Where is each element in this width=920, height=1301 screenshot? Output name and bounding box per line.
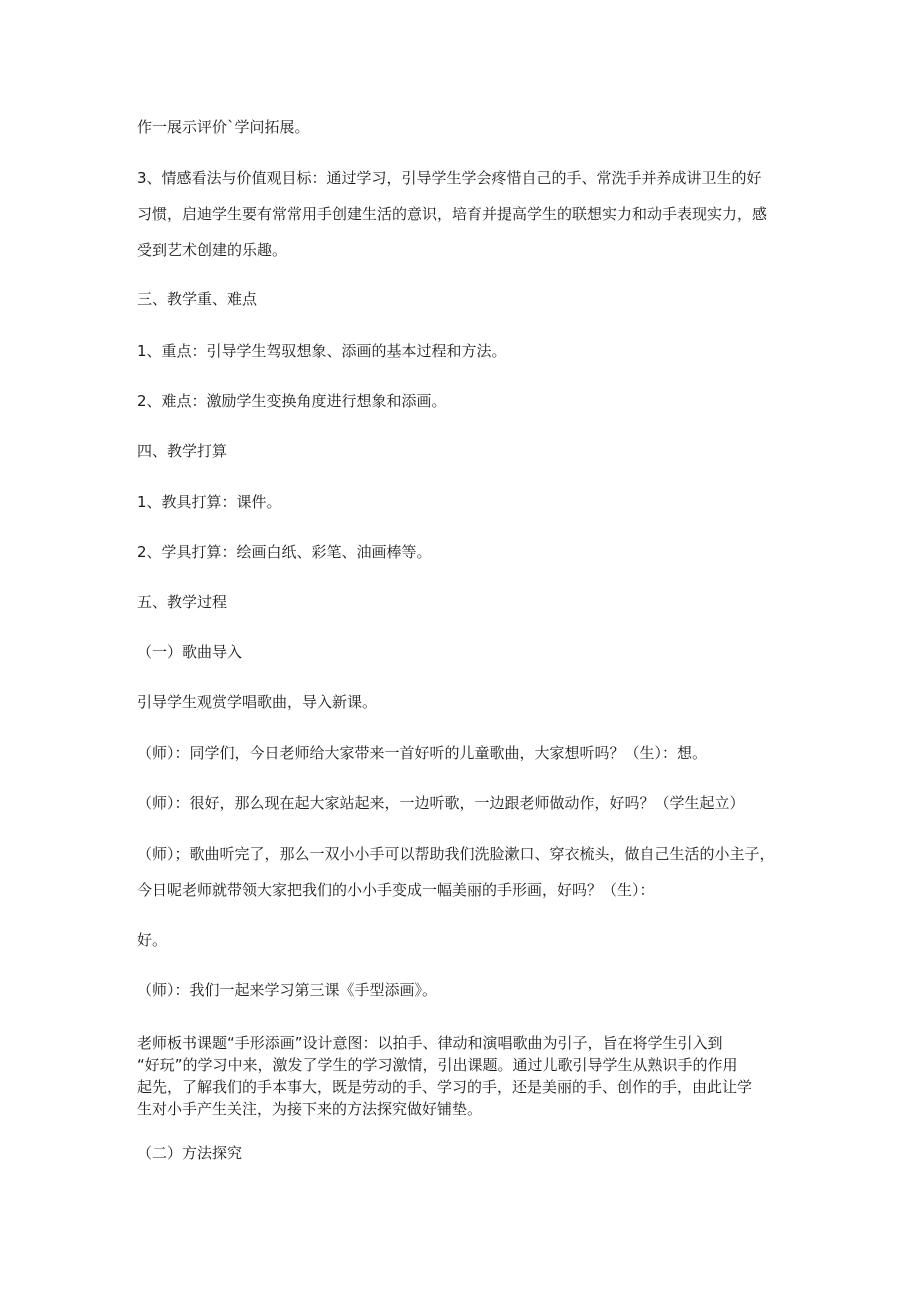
section-heading: 三、教学重、难点 [137, 290, 258, 308]
section-heading: 四、教学打算 [137, 442, 228, 460]
text-line: 受到艺术创建的乐趣。 [137, 241, 288, 259]
text-line: 3、情感看法与价值观目标：通过学习，引导学生学会疼惜自己的手、常洗手并养成讲卫生的好 [137, 169, 762, 187]
text-line: 习惯，启迪学生要有常常用手创建生活的意识，培育并提高学生的联想实力和动手表现实力，感 [137, 205, 768, 223]
dialogue-line: （师）；歌曲听完了，那么一双小小手可以帮助我们洗脸漱口、穿衣梳头，做自己生活的小主子， [137, 845, 775, 863]
dialogue-line: （师）：我们一起来学习第三课《手型添画》。 [137, 981, 438, 999]
text-line: “好玩”的学习中来，激发了学生的学习激情，引出课题。通过儿歌引导学生从熟识手的作用 [137, 1056, 738, 1074]
text-line: 2、学具打算：绘画白纸、彩笔、油画棒等。 [137, 543, 432, 561]
subsection-heading: （一）歌曲导入 [137, 643, 243, 661]
text-line: 起先，了解我们的手本事大，既是劳动的手、学习的手，还是美丽的手、创作的手，由此让学 [137, 1078, 753, 1096]
text-line: 作一展示评价`学问拓展。 [137, 118, 310, 136]
subsection-heading: （二）方法探究 [137, 1144, 243, 1162]
section-heading: 五、教学过程 [137, 593, 228, 611]
text-line: 1、重点：引导学生驾驭想象、添画的基本过程和方法。 [137, 342, 507, 360]
text-line: 老师板书课题“手形添画”设计意图：以拍手、律动和演唱歌曲为引子，旨在将学生引入到 [137, 1034, 723, 1052]
dialogue-line: 好。 [137, 931, 168, 949]
dialogue-line: （师）：同学们，今日老师给大家带来一首好听的儿童歌曲，大家想听吗？（生）：想。 [137, 744, 708, 762]
text-line: 1、教具打算：课件。 [137, 493, 282, 511]
dialogue-line: 今日呢老师就带领大家把我们的小小手变成一幅美丽的手形画，好吗？（生）： [137, 881, 655, 899]
text-line: 生对小手产生关注，为接下来的方法探究做好铺垫。 [137, 1100, 483, 1118]
dialogue-line: （师）：很好，那么现在起大家站起来，一边听歌，一边跟老师做动作，好吗？（学生起立） [137, 794, 745, 812]
text-line: 引导学生观赏学唱歌曲，导入新课。 [137, 693, 378, 711]
text-line: 2、难点：激励学生变换角度进行想象和添画。 [137, 392, 447, 410]
